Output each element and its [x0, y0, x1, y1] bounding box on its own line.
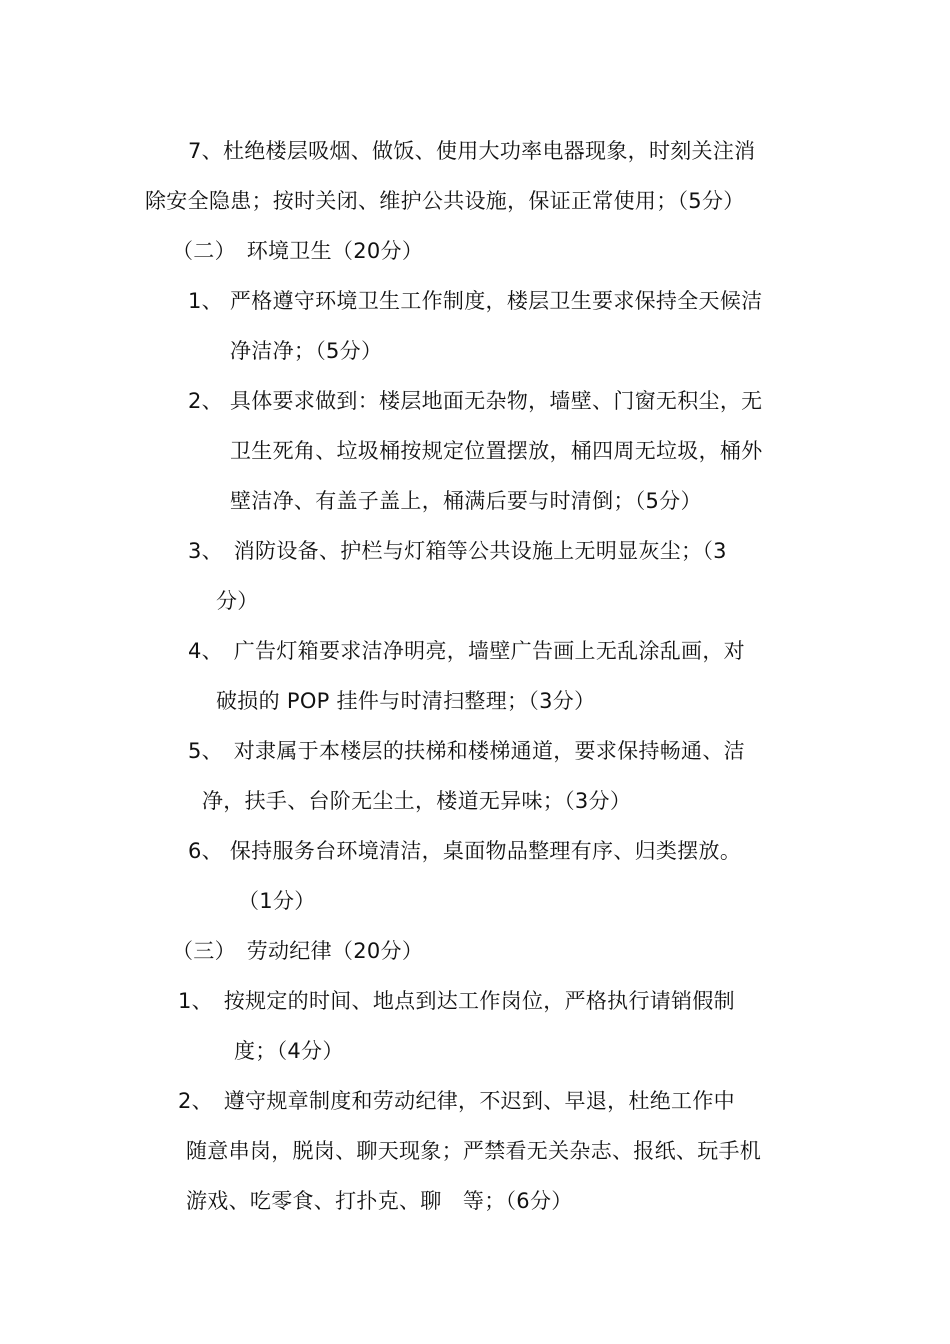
section-heading: （二） 环境卫生（20分） [172, 239, 424, 263]
section-heading: （三） 劳动纪律（20分） [172, 939, 424, 963]
list-item-line: 随意串岗，脱岗、聊天现象；严禁看无关杂志、报纸、玩手机 [186, 1139, 762, 1163]
list-item-line: 1、 严格遵守环境卫生工作制度，楼层卫生要求保持全天候洁 [188, 289, 763, 313]
list-item-line: 1、 按规定的时间、地点到达工作岗位，严格执行请销假制 [178, 989, 735, 1013]
paragraph-line: 7、杜绝楼层吸烟、做饭、使用大功率电器现象，时刻关注消 [188, 139, 756, 163]
list-item-line: 2、 遵守规章制度和劳动纪律，不迟到、早退，杜绝工作中 [178, 1089, 735, 1113]
list-item-line: 分） [216, 589, 259, 613]
list-item-line: 卫生死角、垃圾桶按规定位置摆放，桶四周无垃圾，桶外 [230, 439, 763, 463]
list-item-line: 5、 对隶属于本楼层的扶梯和楼梯通道，要求保持畅通、洁 [188, 739, 745, 763]
list-item-line: 4、 广告灯箱要求洁净明亮，墙壁广告画上无乱涂乱画，对 [188, 639, 745, 663]
list-item-line: 6、 保持服务台环境清洁，桌面物品整理有序、归类摆放。 [188, 839, 742, 863]
list-item-line: 2、 具体要求做到：楼层地面无杂物，墙壁、门窗无积尘，无 [188, 389, 763, 413]
list-item-line: 净洁净；（5分） [230, 339, 383, 363]
list-item-line: 壁洁净、有盖子盖上，桶满后要与时清倒；（5分） [230, 489, 702, 513]
list-item-line: 3、 消防设备、护栏与灯箱等公共设施上无明显灰尘；（3 [188, 539, 727, 563]
paragraph-line: 除安全隐患；按时关闭、维护公共设施，保证正常使用；（5分） [145, 189, 745, 213]
list-item-line: 破损的 POP 挂件与时清扫整理；（3分） [216, 689, 596, 713]
list-item-line: 净，扶手、台阶无尘土，楼道无异味；（3分） [202, 789, 632, 813]
list-item-line: 游戏、吃零食、打扑克、聊 等；（6分） [186, 1189, 573, 1213]
list-item-line: 度；（4分） [234, 1039, 344, 1063]
list-item-line: （1分） [238, 889, 316, 913]
